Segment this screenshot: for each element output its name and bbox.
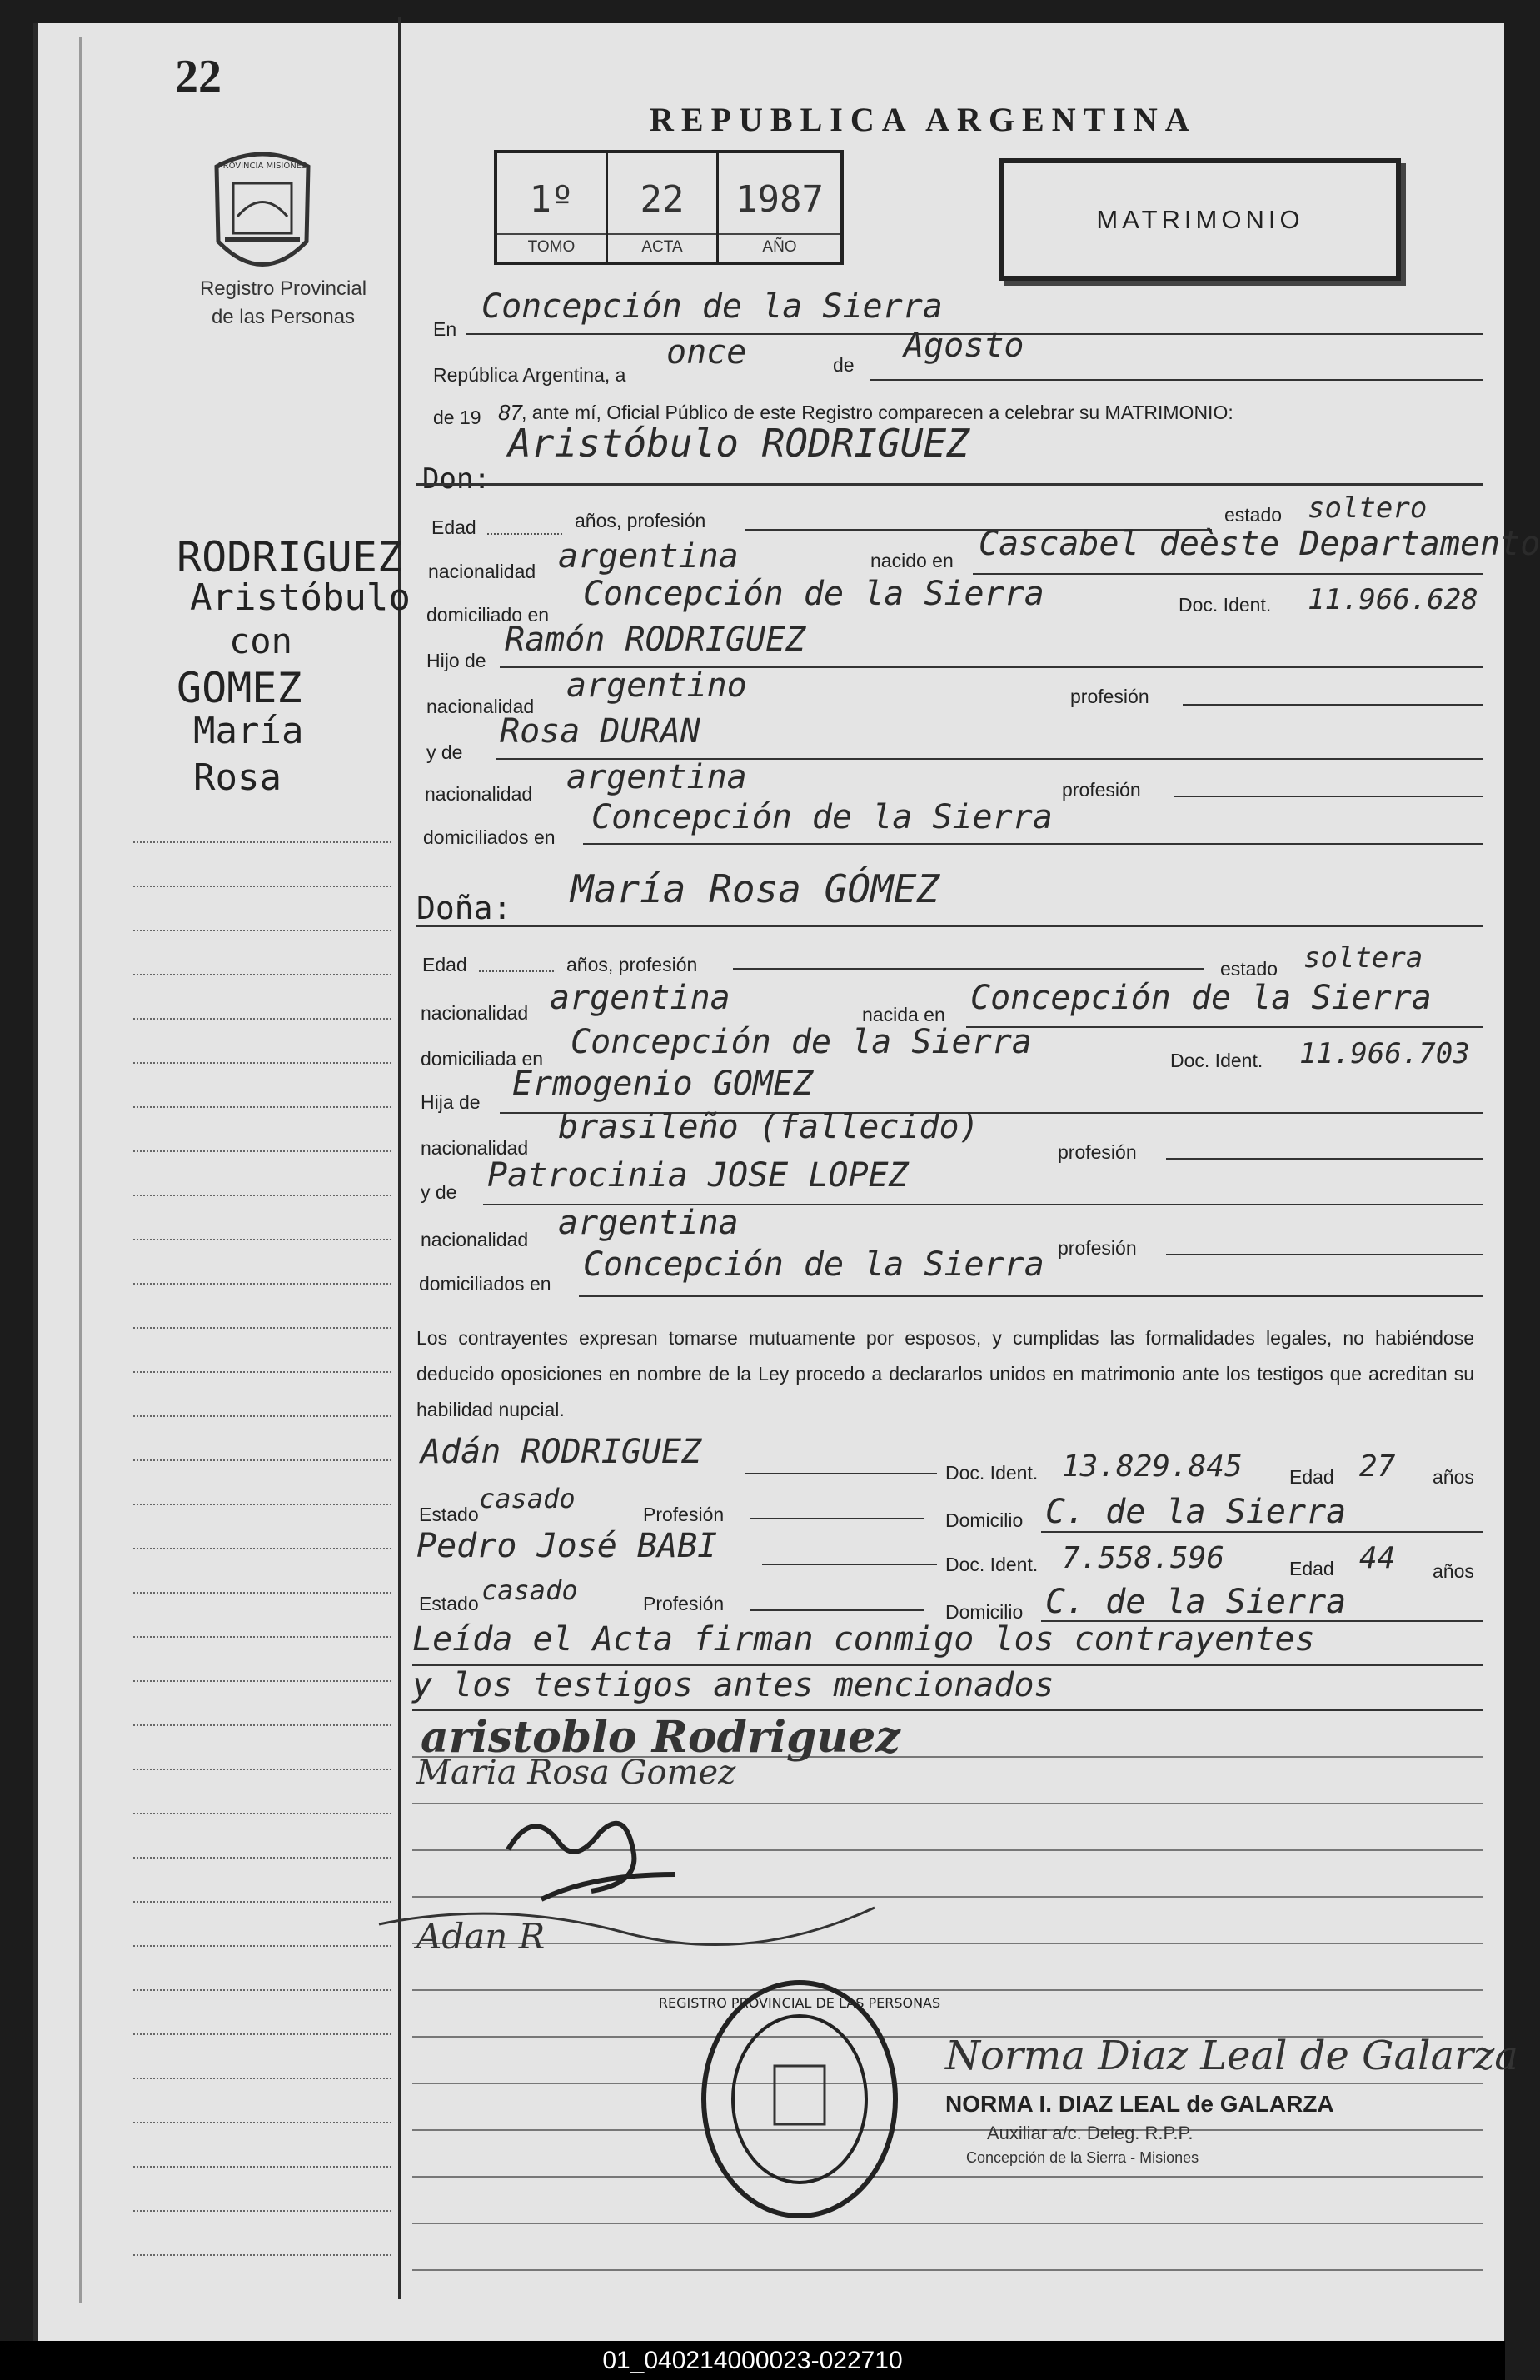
groom-mother-prof-line bbox=[1174, 796, 1483, 797]
bride-father-nac-label: nacionalidad bbox=[421, 1137, 529, 1159]
margin-line bbox=[133, 1813, 391, 1814]
witness2-edad-label: Edad bbox=[1289, 1558, 1334, 1579]
groom-mother-nac-label: nacionalidad bbox=[425, 783, 533, 805]
acta-value: 22 bbox=[640, 178, 685, 221]
groom-doc: 11.966.628 bbox=[1308, 583, 1478, 616]
groom-nacido: Cascabel deèste Departamento bbox=[979, 525, 1540, 563]
bride-edad-label: Edad bbox=[422, 954, 467, 975]
witness1-prof-label: Profesión bbox=[643, 1504, 725, 1525]
groom-nacido-line bbox=[973, 573, 1483, 575]
margin-line bbox=[133, 1371, 391, 1373]
bride-mother: Patrocinia JOSE LOPEZ bbox=[487, 1156, 909, 1195]
place-value: Concepción de la Sierra bbox=[481, 287, 943, 326]
margin-line bbox=[133, 1018, 391, 1020]
witness2-domicilio: C. de la Sierra bbox=[1045, 1583, 1347, 1621]
margin-line bbox=[133, 1989, 391, 1991]
bride-estado: soltera bbox=[1303, 941, 1423, 975]
margin-surname-2: GOMEZ bbox=[177, 664, 302, 712]
groom-name: Aristóbulo RODRIGUEZ bbox=[508, 421, 969, 466]
groom-title: Don: bbox=[422, 462, 491, 496]
margin-surname: RODRIGUEZ bbox=[177, 533, 402, 581]
record-reference-box bbox=[494, 150, 844, 265]
witness2-edad: 44 bbox=[1359, 1541, 1396, 1575]
year-prefix: de 19 bbox=[433, 407, 481, 428]
witness2-doc: 7.558.596 bbox=[1062, 1541, 1225, 1575]
page-number: 22 bbox=[175, 51, 222, 102]
groom-signature: aristoblo Rodriguez bbox=[421, 1712, 900, 1763]
bride-nacionalidad: argentina bbox=[550, 979, 730, 1017]
margin-line bbox=[133, 1195, 391, 1196]
blank-line bbox=[412, 2223, 1483, 2224]
margin-line bbox=[133, 2166, 391, 2168]
witness2-doc-label: Doc. Ident. bbox=[945, 1554, 1039, 1575]
bride-estado-label: estado bbox=[1220, 958, 1278, 980]
witness1-domicilio: C. de la Sierra bbox=[1045, 1493, 1347, 1531]
witness1-edad: 27 bbox=[1359, 1449, 1396, 1484]
signature-flourish-icon bbox=[375, 1891, 891, 1966]
bride-edad-line bbox=[479, 970, 554, 972]
province-seal-icon bbox=[208, 142, 316, 283]
bride-dom-label: domiciliada en bbox=[421, 1048, 544, 1070]
bride-name: María Rosa GÓMEZ bbox=[571, 866, 940, 911]
closing-line-1: Leída el Acta firman conmigo los contrayentes bbox=[412, 1620, 1315, 1659]
groom-yde-label: y de bbox=[426, 741, 463, 763]
country-title: REPUBLICA ARGENTINA bbox=[650, 101, 1197, 138]
bride-domicilio: Concepción de la Sierra bbox=[571, 1023, 1032, 1061]
margin-line bbox=[133, 1769, 391, 1770]
bride-nacida-label: nacida en bbox=[862, 1004, 945, 1025]
margin-line bbox=[133, 1239, 391, 1240]
margin-line bbox=[133, 1901, 391, 1903]
bride-prof2-label: profesión bbox=[1058, 1237, 1137, 1259]
margin-line bbox=[133, 1327, 391, 1329]
groom-father-prof-line bbox=[1183, 704, 1483, 706]
stamp-text: REGISTRO PROVINCIAL DE LAS PERSONAS bbox=[658, 1995, 941, 2011]
margin-line bbox=[133, 2078, 391, 2079]
groom-estado: soltero bbox=[1308, 491, 1428, 525]
groom-father-nac-label: nacionalidad bbox=[426, 696, 535, 717]
margin-line bbox=[133, 1857, 391, 1859]
bride-nac-label: nacionalidad bbox=[421, 1002, 529, 1024]
record-type-box bbox=[999, 158, 1401, 281]
groom-name-line bbox=[416, 483, 1483, 486]
bride-mother-nac: argentina bbox=[558, 1204, 739, 1242]
groom-edad-line bbox=[487, 533, 562, 535]
bride-hija-label: Hija de bbox=[421, 1091, 481, 1113]
witness2-name: Pedro José BABI bbox=[416, 1527, 718, 1565]
groom-father-nac: argentino bbox=[566, 666, 747, 705]
witness2-name-line bbox=[762, 1564, 937, 1565]
en-label: En bbox=[433, 318, 457, 340]
official-role: Auxiliar a/c. Deleg. R.P.P. bbox=[987, 2123, 1194, 2143]
intro-text: , ante mí, Oficial Público de este Registro comparecen a celebrar su MATRIMONIO: bbox=[521, 402, 1233, 423]
groom-mother-nac: argentina bbox=[566, 758, 747, 796]
record-type: MATRIMONIO bbox=[1096, 205, 1304, 234]
margin-line bbox=[133, 1062, 391, 1064]
year-suffix: 87 bbox=[498, 400, 522, 425]
groom-nacido-label: nacido en bbox=[870, 550, 954, 571]
margin-given-name: Aristóbulo bbox=[190, 576, 411, 619]
groom-prof-label: profesión bbox=[1070, 686, 1149, 707]
margin-line bbox=[133, 2254, 391, 2256]
margin-line bbox=[133, 1724, 391, 1726]
bride-anos-label: años, profesión bbox=[566, 954, 698, 975]
document-id-footer: 01_040214000023-022710 bbox=[0, 2341, 1505, 2380]
groom-father: Ramón RODRIGUEZ bbox=[505, 621, 806, 659]
blank-line bbox=[412, 2269, 1483, 2271]
groom-nacionalidad: argentina bbox=[558, 537, 739, 576]
witness1-estado-label: Estado bbox=[419, 1504, 479, 1525]
groom-edad-label: Edad bbox=[431, 516, 476, 538]
margin-line bbox=[133, 2033, 391, 2035]
day-value: once bbox=[666, 333, 747, 372]
bride-nacida: Concepción de la Sierra bbox=[970, 979, 1432, 1017]
ano-value: 1987 bbox=[735, 178, 824, 221]
witness1-doc-label: Doc. Ident. bbox=[945, 1462, 1039, 1484]
margin-line bbox=[133, 1945, 391, 1947]
margin-line bbox=[133, 1150, 391, 1152]
witness1-prof-line bbox=[750, 1518, 924, 1519]
blank-line bbox=[412, 2083, 1483, 2084]
margin-line bbox=[133, 930, 391, 931]
witness2-anos-label: años bbox=[1433, 1560, 1474, 1582]
margin-line bbox=[133, 1415, 391, 1417]
groom-parents-dom-line bbox=[583, 843, 1483, 845]
bride-mother-nac-label: nacionalidad bbox=[421, 1229, 529, 1250]
witness1-anos-label: años bbox=[1433, 1466, 1474, 1488]
blank-line bbox=[412, 1989, 1483, 1991]
witness2-prof-line bbox=[750, 1609, 924, 1611]
groom-mother: Rosa DURAN bbox=[500, 712, 700, 751]
closing-line-2: y los testigos antes mencionados bbox=[412, 1666, 1054, 1704]
bride-yde-label: y de bbox=[421, 1181, 457, 1203]
groom-prof2-label: profesión bbox=[1062, 779, 1141, 801]
month-value: Agosto bbox=[904, 327, 1024, 365]
witness2-dom-label: Domicilio bbox=[945, 1601, 1024, 1623]
bride-mother-prof-line bbox=[1166, 1254, 1483, 1255]
registry-name: Registro Provincial de las Personas bbox=[199, 277, 367, 328]
groom-doms-label: domiciliados en bbox=[423, 826, 556, 848]
witness2-estado: casado bbox=[481, 1574, 578, 1606]
groom-doc-label: Doc. Ident. bbox=[1179, 594, 1272, 616]
witness1-doc: 13.829.845 bbox=[1062, 1449, 1243, 1484]
margin-line bbox=[133, 974, 391, 975]
groom-nac-label: nacionalidad bbox=[428, 561, 536, 582]
acta-cell bbox=[608, 153, 719, 262]
page-edge bbox=[79, 37, 82, 2303]
official-name: NORMA I. DIAZ LEAL de GALARZA bbox=[945, 2091, 1334, 2117]
ano-cell bbox=[719, 153, 840, 262]
witness2-prof-label: Profesión bbox=[643, 1593, 725, 1614]
bride-title: Doña: bbox=[416, 890, 512, 926]
groom-estado-label: estado bbox=[1224, 504, 1283, 526]
margin-line bbox=[133, 841, 391, 843]
tomo-label: TOMO bbox=[497, 233, 606, 257]
blank-line bbox=[412, 2129, 1483, 2131]
declaration-paragraph: Los contrayentes expresan tomarse mutuamente por esposos, y cumplidas las formalidades legales, no habiéndose deducido oposiciones en nombre de la Ley procedo a declararlos unidos en matrimonio ante los testigos que acreditan su habilidad nupcial. bbox=[416, 1327, 1474, 1420]
bride-doc: 11.966.703 bbox=[1299, 1037, 1470, 1070]
witness1-dom-line bbox=[1041, 1531, 1483, 1533]
margin-line bbox=[133, 2210, 391, 2212]
acta-label: ACTA bbox=[608, 233, 716, 257]
margin-line bbox=[133, 886, 391, 887]
margin-line bbox=[133, 1504, 391, 1505]
blank-line bbox=[412, 2176, 1483, 2178]
official-stamp-icon bbox=[658, 1974, 941, 2224]
witness1-estado: casado bbox=[479, 1483, 576, 1514]
groom-domicilio: Concepción de la Sierra bbox=[583, 575, 1044, 613]
margin-connector: con bbox=[229, 621, 292, 661]
witness1-edad-label: Edad bbox=[1289, 1466, 1334, 1488]
margin-line bbox=[133, 1106, 391, 1108]
witness1-name: Adán RODRIGUEZ bbox=[421, 1433, 702, 1471]
official-place: Concepción de la Sierra - Misiones bbox=[966, 2149, 1199, 2166]
month-line bbox=[870, 379, 1483, 381]
margin-line bbox=[133, 1548, 391, 1549]
groom-hijo-label: Hijo de bbox=[426, 650, 486, 671]
tomo-value: 1º bbox=[529, 178, 574, 221]
bride-name-line bbox=[416, 925, 1483, 927]
bride-father: Ermogenio GOMEZ bbox=[512, 1065, 814, 1103]
bride-parents-dom: Concepción de la Sierra bbox=[583, 1245, 1044, 1284]
seal-text: PROVINCIA MISIONES bbox=[217, 162, 307, 171]
witness-signature: Adan R bbox=[416, 1916, 546, 1957]
tomo-cell bbox=[497, 153, 608, 262]
ano-label: AÑO bbox=[719, 233, 840, 257]
margin-line bbox=[133, 1680, 391, 1682]
margin-line bbox=[133, 1459, 391, 1461]
official-signature: Norma Diaz Leal de Galarza bbox=[945, 2033, 1518, 2079]
bride-prof-label: profesión bbox=[1058, 1141, 1137, 1163]
de-label: de bbox=[833, 354, 855, 376]
bride-doc-label: Doc. Ident. bbox=[1170, 1050, 1263, 1071]
bride-parents-dom-line bbox=[579, 1295, 1483, 1297]
bride-father-prof-line bbox=[1166, 1158, 1483, 1160]
groom-dom-label: domiciliado en bbox=[426, 604, 550, 626]
bride-father-nac: brasileño (fallecido) bbox=[558, 1108, 979, 1146]
witness2-estado-label: Estado bbox=[419, 1593, 479, 1614]
closing-rule-2 bbox=[412, 1709, 1483, 1711]
margin-line bbox=[133, 1592, 391, 1594]
bride-nacida-line bbox=[966, 1026, 1483, 1028]
margin-line bbox=[133, 2122, 391, 2123]
groom-parents-dom: Concepción de la Sierra bbox=[591, 798, 1053, 836]
margin-given-name-2: María bbox=[193, 710, 304, 752]
margin-line bbox=[133, 1283, 391, 1285]
margin-given-name-3: Rosa bbox=[193, 756, 282, 799]
bride-signature: Maria Rosa Gomez bbox=[416, 1754, 736, 1792]
witness1-name-line bbox=[745, 1473, 937, 1474]
witness1-dom-label: Domicilio bbox=[945, 1509, 1024, 1531]
margin-line bbox=[133, 1636, 391, 1638]
bride-prof-line bbox=[733, 968, 1204, 970]
republic-label: República Argentina, a bbox=[433, 364, 626, 386]
bride-doms-label: domiciliados en bbox=[419, 1273, 551, 1295]
groom-anos-label: años, profesión bbox=[575, 510, 706, 531]
